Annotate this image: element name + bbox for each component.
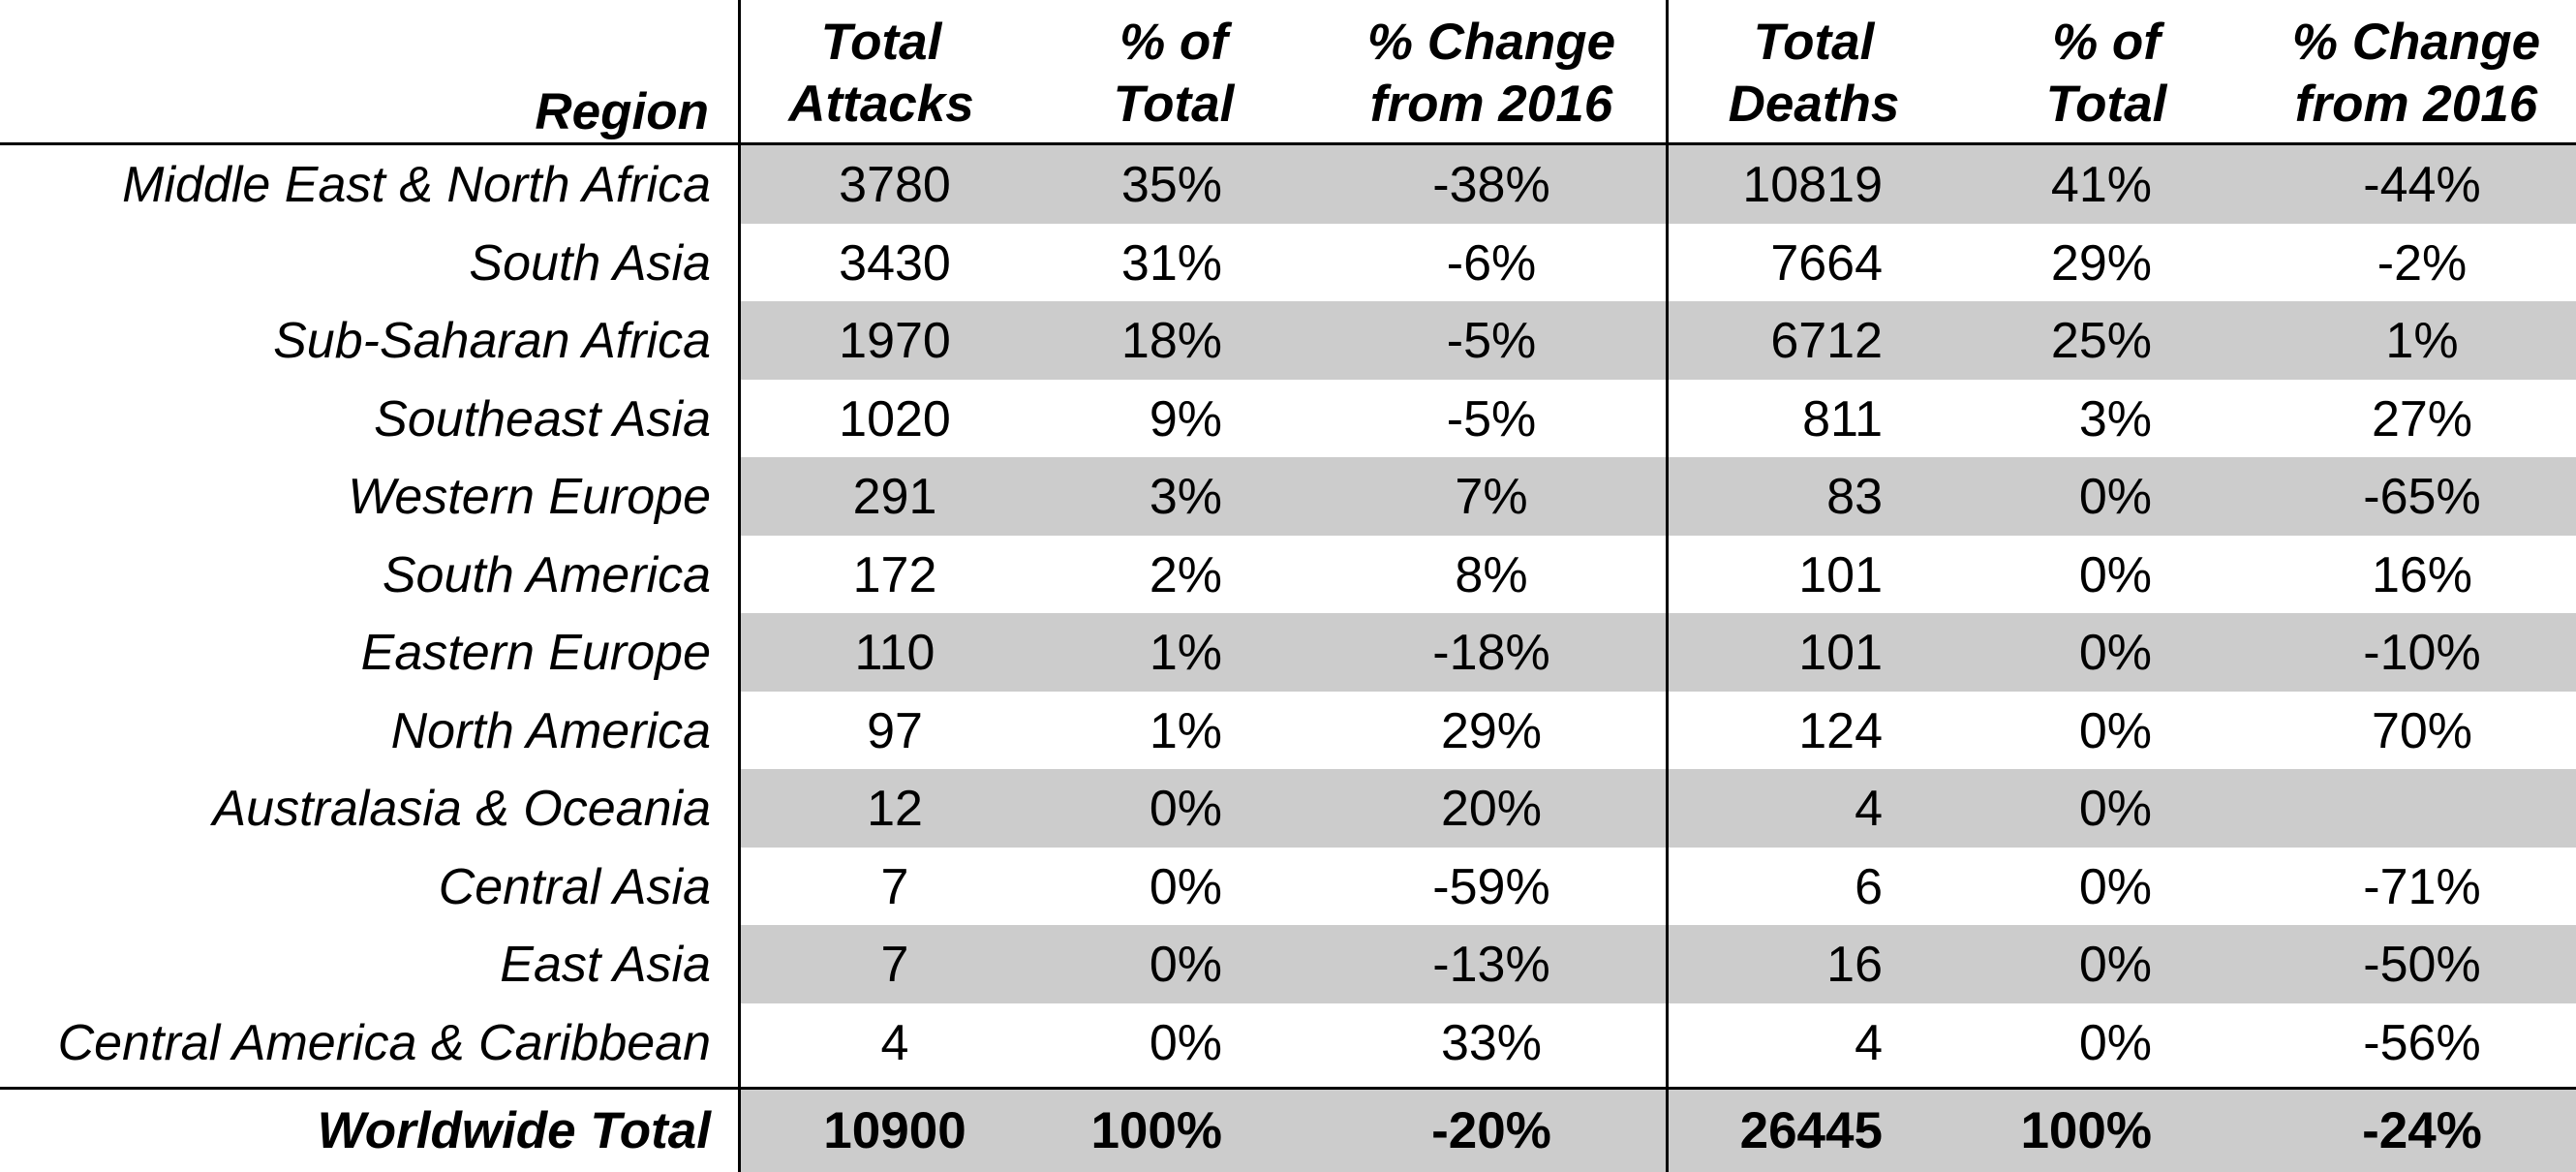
attacks-cell: 291: [852, 468, 937, 525]
header-total-attacks-line2: Attacks: [788, 76, 974, 133]
header-total-deaths: [1673, 12, 1954, 136]
attacks-change-cell: 33%: [1440, 1014, 1543, 1071]
attacks-change-cell: 7%: [1455, 468, 1528, 525]
region-cell: Western Europe: [348, 468, 711, 525]
deaths-cell: 4: [1855, 1014, 1883, 1071]
deaths-cell: 124: [1798, 702, 1883, 759]
attacks-pct-cell: 100%: [1090, 1102, 1222, 1159]
deaths-pct-cell: 100%: [2020, 1102, 2152, 1159]
deaths-pct-cell: 0%: [2078, 1014, 2152, 1071]
attacks-change-cell: -5%: [1446, 312, 1537, 369]
region-cell: Middle East & North Africa: [122, 156, 711, 213]
attacks-pct-cell: 9%: [1149, 390, 1222, 447]
header-deaths-pct-line1: % of: [2052, 14, 2161, 71]
deaths-cell: 26445: [1739, 1102, 1883, 1159]
deaths-change-cell: -44%: [2363, 156, 2481, 213]
attacks-change-cell: 8%: [1455, 546, 1528, 603]
deaths-change-cell: 70%: [2371, 702, 2473, 759]
region-cell: Australasia & Oceania: [212, 780, 711, 837]
attacks-pct-cell: 35%: [1120, 156, 1222, 213]
deaths-change-cell: -56%: [2363, 1014, 2481, 1071]
attacks-change-cell: -59%: [1432, 858, 1550, 915]
deaths-change-cell: -71%: [2363, 858, 2481, 915]
attacks-pct-cell: 0%: [1149, 858, 1222, 915]
attacks-pct-cell: 3%: [1149, 468, 1222, 525]
region-cell: Worldwide Total: [317, 1102, 711, 1159]
deaths-pct-cell: 0%: [2078, 624, 2152, 681]
region-cell: East Asia: [500, 936, 711, 993]
deaths-cell: 101: [1798, 624, 1883, 681]
attacks-cell: 3430: [839, 234, 951, 292]
header-attacks-pct-line1: % of: [1119, 14, 1228, 71]
header-attacks-change-line2: from 2016: [1369, 76, 1613, 133]
header-attacks-pct-line2: Total: [1113, 76, 1235, 133]
deaths-change-cell: -50%: [2363, 936, 2481, 993]
attacks-change-cell: -18%: [1432, 624, 1550, 681]
deaths-pct-cell: 3%: [2078, 390, 2152, 447]
header-total-attacks-line1: Total: [820, 14, 942, 71]
attacks-cell: 10900: [823, 1102, 966, 1159]
attacks-change-cell: 20%: [1440, 780, 1543, 837]
deaths-cell: 7664: [1770, 234, 1883, 292]
header-total-deaths-line2: Deaths: [1728, 76, 1900, 133]
deaths-change-cell: 1%: [2385, 312, 2459, 369]
deaths-cell: 10819: [1742, 156, 1883, 213]
header-bottom-rule: [0, 142, 2576, 145]
attacks-pct-cell: 0%: [1149, 780, 1222, 837]
total-top-rule: [0, 1087, 2576, 1090]
attacks-cell: 12: [867, 780, 923, 837]
region-cell: South Asia: [469, 234, 711, 292]
deaths-change-cell: -2%: [2377, 234, 2468, 292]
deaths-pct-cell: 29%: [2050, 234, 2152, 292]
region-cell: Eastern Europe: [360, 624, 711, 681]
header-attacks-change: [1319, 12, 1664, 136]
deaths-change-cell: [2266, 769, 2576, 848]
attacks-cell: 7: [880, 858, 909, 915]
attacks-pct-cell: 1%: [1149, 624, 1222, 681]
header-attacks-pct: [1038, 12, 1309, 136]
deaths-pct-cell: 0%: [2078, 468, 2152, 525]
attacks-pct-cell: 0%: [1149, 936, 1222, 993]
deaths-change-cell: 27%: [2371, 390, 2473, 447]
attacks-change-cell: -20%: [1431, 1102, 1551, 1159]
region-divider: [738, 0, 741, 1172]
deaths-change-cell: -10%: [2363, 624, 2481, 681]
attacks-cell: 1020: [839, 390, 951, 447]
deaths-cell: 16: [1826, 936, 1883, 993]
header-total-deaths-line1: Total: [1753, 14, 1875, 71]
attacks-change-cell: 29%: [1440, 702, 1543, 759]
attacks-change-cell: -6%: [1446, 234, 1537, 292]
attacks-cell: 97: [867, 702, 923, 759]
attacks-change-cell: -13%: [1432, 936, 1550, 993]
deaths-pct-cell: 0%: [2078, 858, 2152, 915]
attacks-pct-cell: 2%: [1149, 546, 1222, 603]
header-region: Region: [535, 83, 709, 140]
region-cell: South America: [382, 546, 711, 603]
deaths-cell: 6712: [1770, 312, 1883, 369]
attacks-change-cell: -5%: [1446, 390, 1537, 447]
deaths-pct-cell: 41%: [2050, 156, 2152, 213]
attacks-pct-cell: 31%: [1120, 234, 1222, 292]
deaths-change-cell: -65%: [2363, 468, 2481, 525]
deaths-change-cell: 16%: [2371, 546, 2473, 603]
deaths-change-cell: -24%: [2362, 1102, 2482, 1159]
header-attacks-change-line1: % Change: [1366, 14, 1616, 71]
deaths-cell: 101: [1798, 546, 1883, 603]
region-cell: Central Asia: [438, 858, 711, 915]
region-cell: Central America & Caribbean: [57, 1014, 711, 1071]
header-total-attacks: [740, 12, 1023, 136]
deaths-cell: 4: [1855, 780, 1883, 837]
header-deaths-change-line2: from 2016: [2294, 76, 2538, 133]
attacks-deaths-divider: [1666, 0, 1669, 1172]
attacks-cell: 7: [880, 936, 909, 993]
attacks-cell: 1970: [839, 312, 951, 369]
deaths-pct-cell: 0%: [2078, 780, 2152, 837]
attacks-change-cell: -38%: [1432, 156, 1550, 213]
deaths-cell: 6: [1855, 858, 1883, 915]
deaths-pct-cell: 0%: [2078, 936, 2152, 993]
attacks-pct-cell: 18%: [1120, 312, 1222, 369]
region-cell: North America: [390, 702, 711, 759]
attacks-cell: 110: [854, 624, 935, 681]
deaths-pct-cell: 25%: [2050, 312, 2152, 369]
header-deaths-pct: [1966, 12, 2247, 136]
attacks-pct-cell: 0%: [1149, 1014, 1222, 1071]
deaths-pct-cell: 0%: [2078, 702, 2152, 759]
region-cell: Southeast Asia: [374, 390, 711, 447]
attacks-pct-cell: 1%: [1149, 702, 1222, 759]
header-deaths-change-line1: % Change: [2291, 14, 2541, 71]
deaths-cell: 83: [1826, 468, 1883, 525]
header-deaths-pct-line2: Total: [2045, 76, 2167, 133]
header-deaths-change: [2256, 12, 2576, 136]
attacks-cell: 3780: [839, 156, 951, 213]
deaths-pct-cell: 0%: [2078, 546, 2152, 603]
deaths-cell: 811: [1802, 390, 1883, 447]
attacks-cell: 172: [852, 546, 937, 603]
region-cell: Sub-Saharan Africa: [273, 312, 711, 369]
attacks-cell: 4: [880, 1014, 909, 1071]
